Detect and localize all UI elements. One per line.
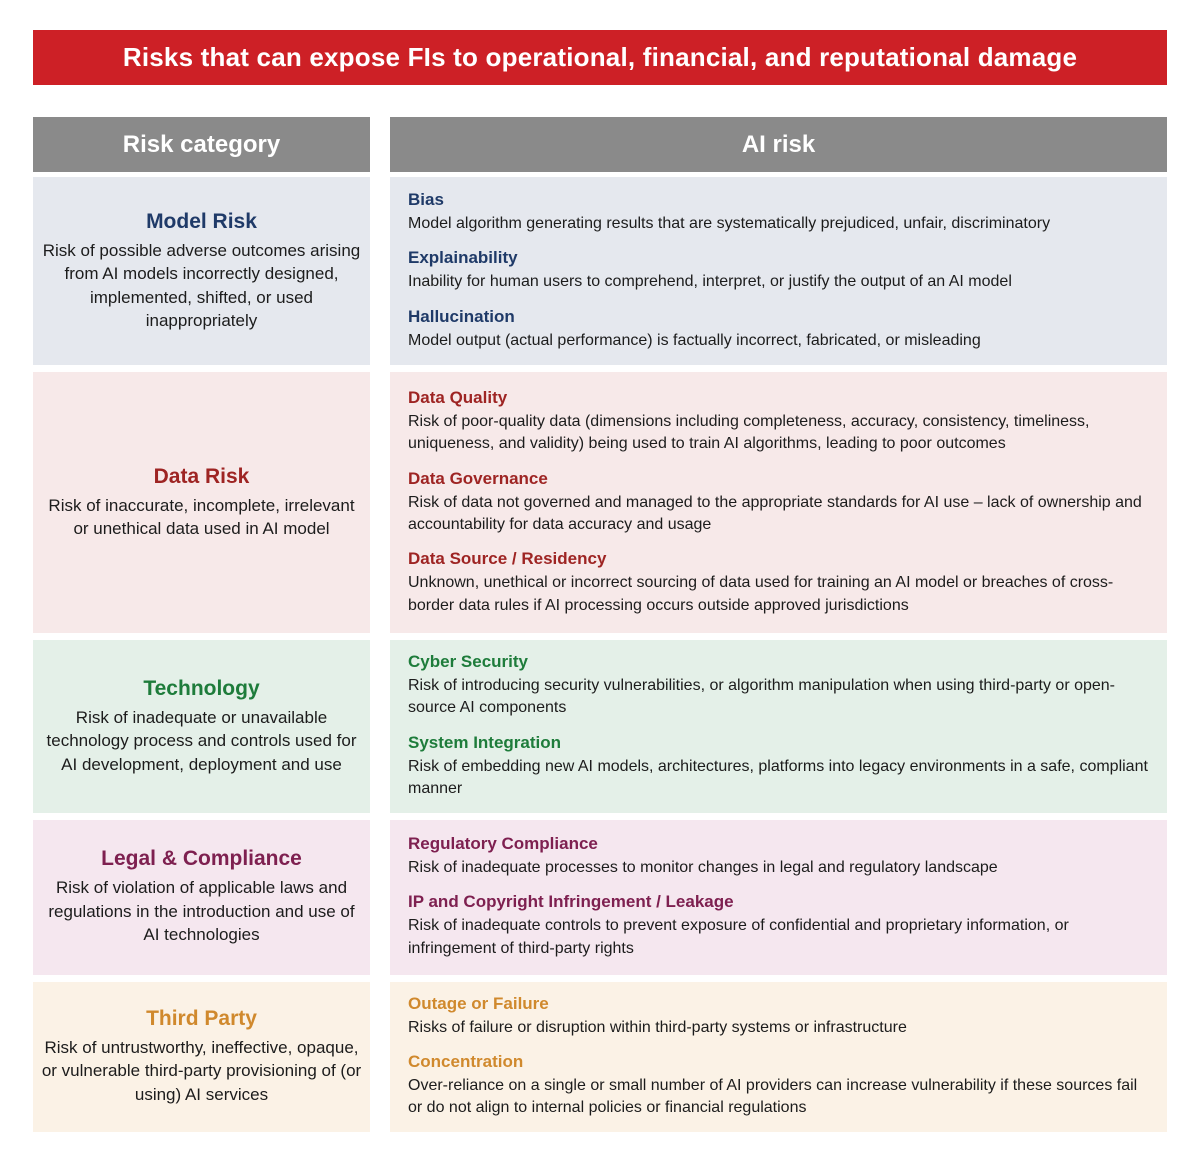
ai-risk-item xyxy=(408,834,1149,879)
ai-risk-item xyxy=(408,190,1149,235)
ai-risk-name: Cyber Security xyxy=(408,652,528,671)
ai-risk-name: Data Source / Residency xyxy=(408,549,607,569)
ai-risk-item xyxy=(408,733,1149,801)
ai-risk-name: Bias xyxy=(408,189,444,209)
risk-category-cell xyxy=(33,372,370,633)
risk-category-title: Legal & Compliance xyxy=(101,847,302,871)
ai-risk-header: AI risk xyxy=(390,117,1167,172)
risk-category-description: Risk of inadequate or unavailable technology process and controls used for AI development, deployment and use xyxy=(46,707,357,774)
ai-risk-name: Regulatory Compliance xyxy=(408,833,598,853)
ai-risk-item xyxy=(408,307,1149,352)
risk-row-third-party xyxy=(33,982,1167,1132)
ai-risk-description: Risk of inadequate processes to monitor changes in legal and regulatory landscape xyxy=(408,858,998,876)
ai-risk-description: Risk of inadequate controls to prevent exposure of confidential and proprietary information, or infringement of third-party rights xyxy=(408,917,1069,957)
risk-category-title: Technology xyxy=(143,676,260,700)
ai-risk-name: Hallucination xyxy=(408,306,515,326)
ai-risk-item xyxy=(408,388,1149,456)
ai-risk-name: Outage or Failure xyxy=(408,993,549,1013)
ai-risk-item xyxy=(408,549,1149,617)
ai-risk-name: Data Governance xyxy=(408,468,548,488)
ai-risk-item xyxy=(408,652,1149,720)
ai-risk-item xyxy=(408,892,1149,960)
ai-risk-cell xyxy=(390,820,1167,975)
ai-risk-item xyxy=(408,1052,1149,1120)
risk-row-technology xyxy=(33,640,1167,813)
title-banner xyxy=(33,30,1167,85)
ai-risk-description: Risks of failure or disruption within third-party systems or infrastructure xyxy=(408,1018,907,1036)
ai-risk-cell xyxy=(390,177,1167,365)
ai-risk-item xyxy=(408,469,1149,537)
ai-risk-name: IP and Copyright Infringement / Leakage xyxy=(408,892,734,912)
risk-category-header: Risk category xyxy=(33,117,370,172)
ai-risk-description: Over-reliance on a single or small number of AI providers can increase vulnerability if these sources fail or do not align to internal policies or financial regulations xyxy=(408,1076,1138,1117)
risk-category-title: Data Risk xyxy=(153,464,250,488)
ai-risk-description: Risk of introducing security vulnerabilities, or algorithm manipulation when using third-party or open-source AI components xyxy=(408,677,1116,717)
ai-risk-description: Risk of embedding new AI models, architectures, platforms into legacy environments in a safe, compliant manner xyxy=(408,757,1148,798)
risk-row-legal-compliance xyxy=(33,820,1167,975)
risk-category-cell xyxy=(33,820,370,975)
ai-risk-item xyxy=(408,248,1149,293)
ai-risk-name: Explainability xyxy=(408,248,518,268)
risk-category-description: Risk of untrustworthy, ineffective, opaque, or vulnerable third-party provisioning of (or using) AI services xyxy=(41,1037,362,1104)
ai-risk-description: Risk of data not governed and managed to the appropriate standards for AI use – lack of ownership and accountability for data accuracy and usage xyxy=(408,493,1142,533)
ai-risk-description: Risk of poor-quality data (dimensions including completeness, accuracy, consistency, timeliness, uniqueness, and validity) being used to train AI algorithms, leading to poor outcomes xyxy=(408,412,1090,453)
ai-risk-description: Model algorithm generating results that are systematically prejudiced, unfair, discriminatory xyxy=(408,214,1051,232)
ai-risk-cell xyxy=(390,982,1167,1132)
ai-risk-name: Data Quality xyxy=(408,387,508,407)
page-title: Risks that can expose FIs to operational, financial, and reputational damage xyxy=(122,42,1078,72)
ai-risk-description: Inability for human users to comprehend, interpret, or justify the output of an AI model xyxy=(408,273,1012,291)
column-header-row xyxy=(33,117,1167,172)
ai-risk-cell xyxy=(390,640,1167,813)
ai-risk-description: Model output (actual performance) is factually incorrect, fabricated, or misleading xyxy=(408,331,981,349)
ai-risk-item xyxy=(408,994,1149,1039)
ai-risk-name: System Integration xyxy=(408,732,562,752)
risk-row-model xyxy=(33,177,1167,365)
risk-category-cell xyxy=(33,982,370,1132)
ai-risk-cell xyxy=(390,372,1167,633)
risk-category-description: Risk of possible adverse outcomes arising from AI models incorrectly designed, implemented, shifted, or used inappropriately xyxy=(42,240,361,330)
risk-row-data xyxy=(33,372,1167,633)
risk-category-title: Third Party xyxy=(146,1006,257,1030)
ai-risk-name: Concentration xyxy=(408,1051,524,1071)
risk-category-description: Risk of inaccurate, incomplete, irrelevant or unethical data used in AI model xyxy=(48,495,355,538)
risk-category-cell xyxy=(33,177,370,365)
risk-category-cell xyxy=(33,640,370,813)
ai-risk-description: Unknown, unethical or incorrect sourcing of data used for training an AI model or breaches of cross-border data rules if AI processing occurs outside approved jurisdictions xyxy=(408,574,1114,614)
risk-category-description: Risk of violation of applicable laws and regulations in the introduction and use of AI technologies xyxy=(48,878,355,945)
risk-category-title: Model Risk xyxy=(146,209,257,233)
